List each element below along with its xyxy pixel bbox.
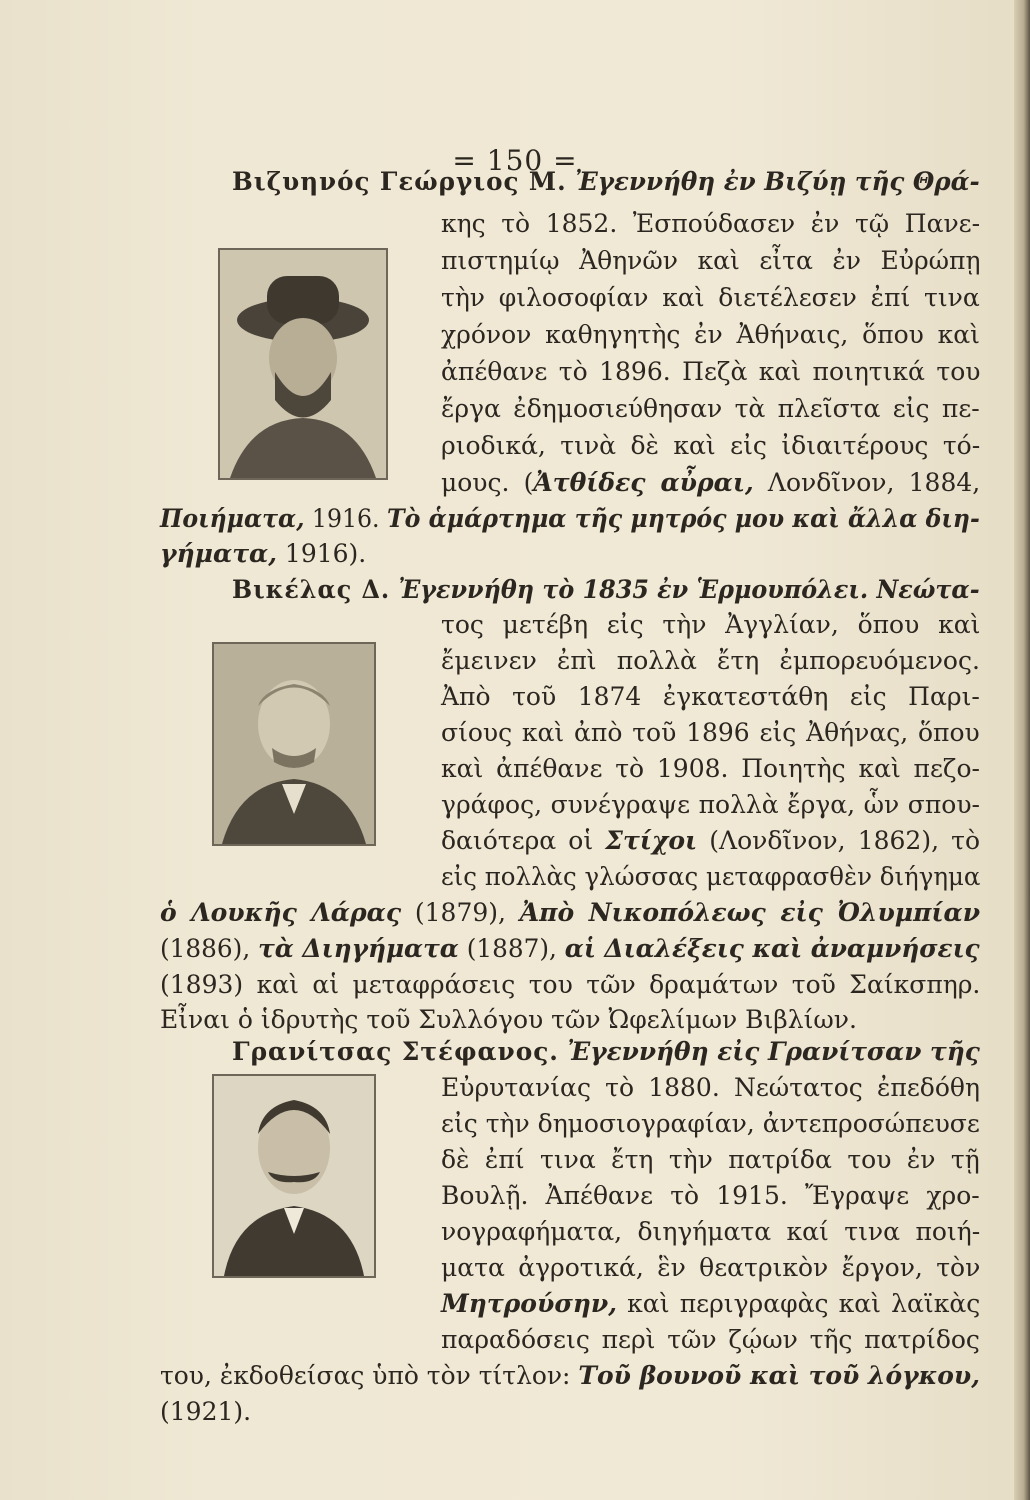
entry-text-line bbox=[160, 538, 366, 570]
entry-text-line bbox=[160, 1360, 980, 1392]
entry-text-line bbox=[441, 1216, 980, 1248]
entry-text-line bbox=[160, 969, 980, 1001]
work-title: γήματα, bbox=[160, 539, 277, 568]
entry-name: Βιζυηνός Γεώργιος Μ. bbox=[232, 167, 567, 196]
entry-text-line bbox=[441, 319, 980, 351]
entry-text-line bbox=[441, 1288, 980, 1320]
entry-heading-line bbox=[232, 574, 980, 606]
work-title: αἱ Διαλέξεις καὶ ἀναμνήσεις bbox=[564, 934, 980, 963]
work-title: Ἀτθίδες αὖραι, bbox=[533, 468, 754, 497]
entry-text-line bbox=[441, 356, 980, 388]
text-segment: 1916. bbox=[304, 504, 388, 533]
text-segment: εἰς τὴν δημοσιογραφίαν, ἀντεπροσώπευσε bbox=[441, 1109, 980, 1138]
entry-text-line bbox=[441, 861, 980, 893]
text-segment: Βουλῇ. Ἀπέθανε τὸ 1915. Ἔγραψε χρο- bbox=[441, 1181, 980, 1210]
entry-text-line bbox=[441, 717, 980, 749]
entry-text-line bbox=[441, 467, 980, 499]
entry-text-line bbox=[441, 753, 980, 785]
entry-text-line bbox=[441, 789, 980, 821]
entry-name: Βικέλας Δ. bbox=[232, 575, 391, 604]
text-segment: ἔμεινεν ἐπὶ πολλὰ ἔτη ἐμπορευόμενος. bbox=[441, 646, 980, 675]
entry-heading-line bbox=[232, 166, 980, 198]
text-segment: Εἶναι ὁ ἱδρυτὴς τοῦ Συλλόγου τῶν Ὠφελίμων Βιβλίων. bbox=[160, 1005, 857, 1034]
entry-text-line bbox=[441, 1324, 980, 1356]
work-title: ὁ Λουκῆς Λάρας bbox=[160, 898, 402, 927]
work-title: Ποιήματα, bbox=[160, 504, 305, 533]
entry-text-line bbox=[441, 245, 980, 277]
entry-text-line bbox=[441, 1072, 980, 1104]
text-segment: εἰς πολλὰς γλώσσας μεταφρασθὲν διήγημα bbox=[441, 862, 981, 891]
entry-text-line bbox=[441, 430, 980, 462]
work-title: τὰ Διηγήματα bbox=[258, 934, 459, 963]
text-segment: (1921). bbox=[160, 1397, 252, 1426]
entry-text-line bbox=[160, 897, 980, 929]
page-number: = 150 = bbox=[452, 144, 578, 177]
entry-text-line bbox=[160, 503, 980, 535]
work-title: Ἐγεννήθη εἰς Γρανίτσαν τῆς bbox=[558, 1037, 980, 1066]
entry-text-line bbox=[441, 825, 980, 857]
work-title: Ἐγεννήθη ἐν Βιζύῃ τῆς Θρά- bbox=[566, 167, 980, 196]
text-segment: πιστημίῳ Ἀθηνῶν καὶ εἶτα ἐν Εὐρώπῃ bbox=[441, 246, 981, 275]
text-segment: (1886), bbox=[160, 934, 259, 963]
text-segment: 1916). bbox=[276, 539, 367, 568]
text-segment: μους. ( bbox=[441, 468, 534, 497]
text-segment: καὶ ἀπέθανε τὸ 1908. Ποιητὴς καὶ πεζο- bbox=[441, 754, 980, 783]
entry-text-line bbox=[160, 1004, 857, 1036]
portrait-granitsas bbox=[212, 1074, 376, 1278]
text-segment: του, ἐκδοθείσας ὑπὸ τὸν τίτλον: bbox=[160, 1361, 579, 1390]
portrait-vizyinos bbox=[218, 248, 388, 480]
page-edge bbox=[1014, 0, 1030, 1500]
text-segment: Λονδῖνον, 1884, bbox=[753, 468, 981, 497]
entry-text-line bbox=[160, 933, 980, 965]
entry-text-line bbox=[441, 645, 980, 677]
entry-text-line bbox=[441, 1144, 980, 1176]
entry-text-line bbox=[160, 1396, 251, 1428]
text-segment: νογραφήματα, διηγήματα καί τινα ποιή- bbox=[441, 1217, 981, 1246]
entry-text-line bbox=[441, 1252, 980, 1284]
entry-name: Γρανίτσας Στέφανος. bbox=[232, 1037, 559, 1066]
text-segment: ματα ἀγροτικά, ἓν θεατρικὸν ἔργον, τὸν bbox=[441, 1253, 981, 1282]
text-segment: (1887), bbox=[458, 934, 565, 963]
text-segment: κης τὸ 1852. Ἐσπούδασεν ἐν τῷ Πανε- bbox=[441, 209, 981, 238]
portrait-image bbox=[214, 1076, 374, 1276]
text-segment: ἔργα ἐδημοσιεύθησαν τὰ πλεῖστα εἰς πε- bbox=[441, 394, 980, 423]
text-segment: Ἀπὸ τοῦ 1874 ἐγκατεστάθη εἰς Παρι- bbox=[441, 682, 980, 711]
work-title: Τοῦ βουνοῦ καὶ τοῦ λόγκου, bbox=[578, 1361, 980, 1390]
entry-text-line bbox=[441, 208, 980, 240]
work-title: Ἀπὸ Νικοπόλεως εἰς Ὀλυμπίαν bbox=[519, 898, 981, 927]
text-segment: σίους καὶ ἀπὸ τοῦ 1896 εἰς Ἀθήνας, ὅπου bbox=[441, 718, 980, 747]
entry-heading-line bbox=[232, 1036, 980, 1068]
work-title: Στίχοι bbox=[605, 826, 698, 855]
entry-text-line bbox=[441, 1108, 980, 1140]
text-segment: χρόνον καθηγητὴς ἐν Ἀθήναις, ὅπου καὶ bbox=[441, 320, 980, 349]
text-segment: δαιότερα οἱ bbox=[441, 826, 606, 855]
text-segment: δὲ ἐπί τινα ἔτη τὴν πατρίδα του ἐν τῇ bbox=[441, 1145, 980, 1174]
work-title: Ἐγεννήθη τὸ 1835 ἐν Ἑρμουπόλει. Νεώτα- bbox=[390, 575, 980, 604]
text-segment: τὴν φιλοσοφίαν καὶ διετέλεσεν ἐπί τινα bbox=[441, 283, 980, 312]
portrait-vikelas bbox=[212, 642, 376, 846]
entry-text-line bbox=[441, 681, 980, 713]
text-segment: παραδόσεις περὶ τῶν ζῴων τῆς πατρίδος bbox=[441, 1325, 980, 1354]
text-segment: Εὐρυτανίας τὸ 1880. Νεώτατος ἐπεδόθη bbox=[441, 1073, 980, 1102]
text-segment: τος μετέβη εἰς τὴν Ἀγγλίαν, ὅπου καὶ bbox=[441, 610, 981, 639]
text-segment: καὶ περιγραφὰς καὶ λαϊκὰς bbox=[616, 1289, 981, 1318]
entry-text-line bbox=[441, 393, 980, 425]
portrait-image bbox=[214, 644, 374, 844]
portrait-image bbox=[220, 250, 386, 478]
text-segment: (Λονδῖνον, 1862), τὸ bbox=[697, 826, 981, 855]
entry-text-line bbox=[441, 1180, 980, 1212]
text-segment: ἀπέθανε τὸ 1896. Πεζὰ καὶ ποιητικά του bbox=[441, 357, 981, 386]
entry-text-line bbox=[441, 609, 980, 641]
work-title: Μητρούσην, bbox=[441, 1289, 617, 1318]
text-segment: γράφος, συνέγραψε πολλὰ ἔργα, ὧν σπου- bbox=[441, 790, 980, 819]
text-segment: (1879), bbox=[401, 898, 520, 927]
text-segment: (1893) καὶ αἱ μεταφράσεις του τῶν δραμάτων τοῦ Σαίκσπηρ. bbox=[160, 970, 981, 999]
text-segment: ριοδικά, τινὰ δὲ καὶ εἰς ἰδιαιτέρους τό- bbox=[441, 431, 981, 460]
entry-text-line bbox=[441, 282, 980, 314]
work-title: Τὸ ἁμάρτημα τῆς μητρός μου καὶ ἄλλα διη- bbox=[387, 504, 980, 533]
